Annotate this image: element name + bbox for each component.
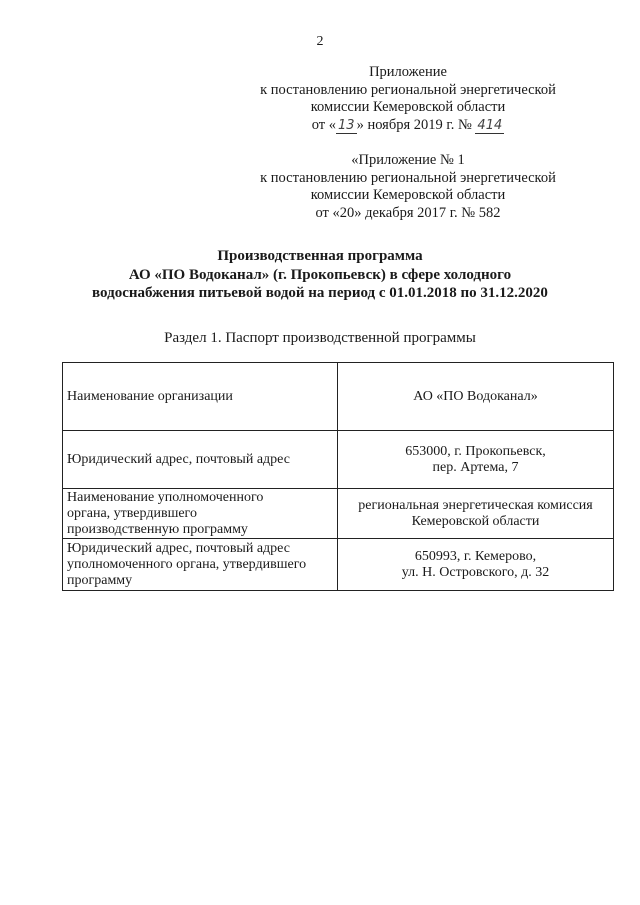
- label-line: органа, утвердившего: [67, 505, 197, 521]
- row-value: [338, 489, 614, 539]
- appendix-heading: «Приложение № 1: [351, 152, 465, 168]
- handwritten-day: 13: [338, 117, 355, 133]
- appendix-resolution-line: к постановлению региональной энергетической: [260, 169, 556, 186]
- appendix-commission-line: комиссии Кемеровской области: [310, 99, 506, 115]
- row-label: [63, 363, 338, 431]
- value-line: 650993, г. Кемерово,: [414, 548, 537, 564]
- title-line-1: Производственная программа: [217, 248, 423, 264]
- label-line: программу: [67, 572, 133, 588]
- value-line: региональная энергетическая комиссия: [358, 497, 593, 513]
- table-row: [63, 431, 614, 489]
- passport-table: [62, 362, 614, 591]
- value-line: пер. Артема, 7: [432, 459, 519, 475]
- row-label: [63, 489, 338, 539]
- value-line: 653000, г. Прокопьевск,: [405, 443, 546, 459]
- appendix-commission-line: комиссии Кемеровской области: [310, 187, 506, 203]
- label-line: производственную программу: [67, 521, 248, 537]
- label-line: Юридический адрес, почтовый адрес: [67, 540, 290, 556]
- row-value: [338, 363, 614, 431]
- appendix-date-line: от «20» декабря 2017 г. № 582: [315, 204, 501, 221]
- document-title: [40, 247, 600, 303]
- row-value: [338, 431, 614, 489]
- value-line: АО «ПО Водоканал»: [413, 388, 538, 404]
- row-value: [338, 539, 614, 591]
- section-title: Раздел 1. Паспорт производственной программы: [164, 330, 476, 346]
- row-label: [63, 431, 338, 489]
- value-line: ул. Н. Островского, д. 32: [401, 564, 550, 580]
- table-row: [63, 363, 614, 431]
- page-number: 2: [316, 34, 324, 49]
- appendix-heading: Приложение: [369, 64, 447, 80]
- label-line: Наименование уполномоченного: [67, 489, 264, 505]
- label-line: Наименование организации: [67, 388, 233, 404]
- date-prefix: от «: [311, 116, 337, 133]
- handwritten-number: 414: [477, 117, 503, 133]
- appendix-date-line: [248, 117, 568, 135]
- label-line: Юридический адрес, почтовый адрес: [67, 451, 290, 467]
- value-line: Кемеровской области: [411, 513, 540, 529]
- title-line-3: водоснабжения питьевой водой на период с 01.01.2018 по 31.12.2020: [92, 285, 548, 301]
- table-row: [63, 489, 614, 539]
- appendix-block-original: [248, 152, 568, 222]
- date-middle: » ноября 2019 г. №: [356, 116, 472, 133]
- appendix-block-current: [248, 64, 568, 134]
- appendix-resolution-line: к постановлению региональной энергетической: [260, 81, 556, 98]
- table-row: [63, 539, 614, 591]
- label-line: уполномоченного органа, утвердившего: [67, 556, 307, 572]
- row-label: [63, 539, 338, 591]
- title-line-2: АО «ПО Водоканал» (г. Прокопьевск) в сфере холодного: [128, 266, 512, 283]
